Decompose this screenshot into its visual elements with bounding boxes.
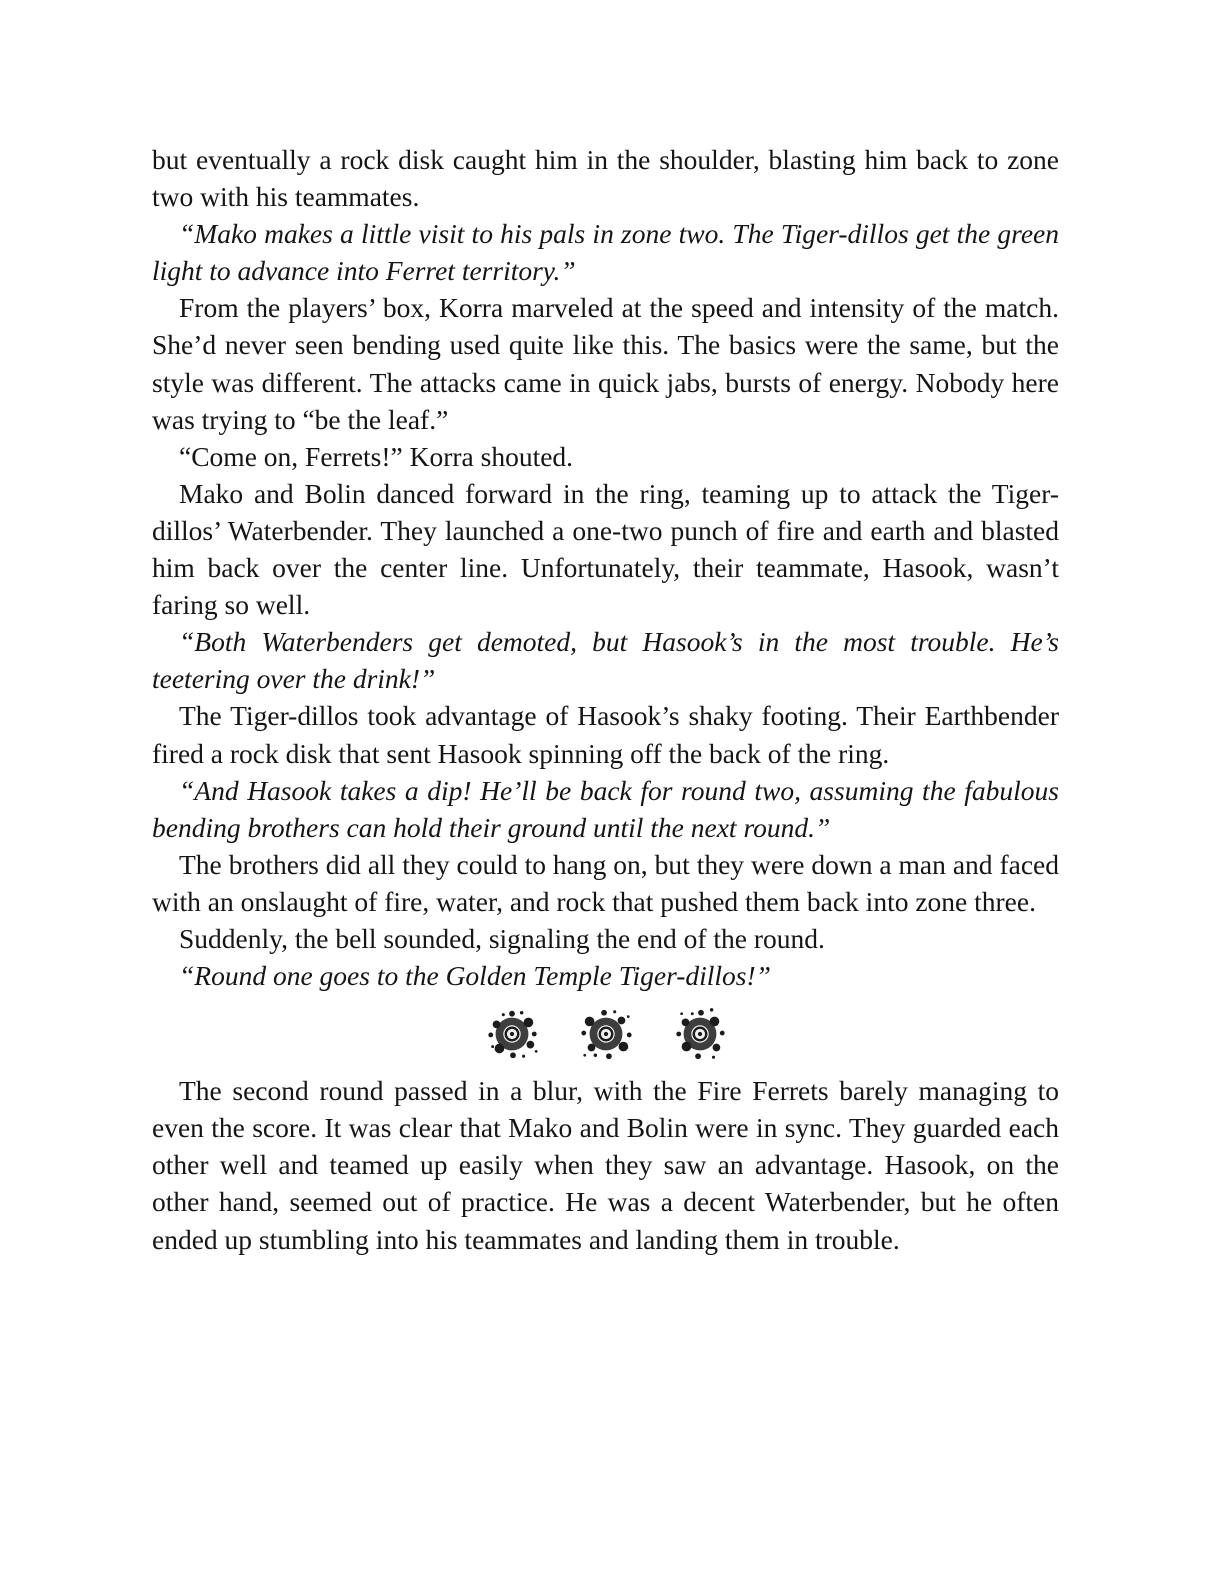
announcer-quote-hasook-dip: “And Hasook takes a dip! He’ll be back for round two, assuming the fabulous bending brothers can hold their ground until the next round.” [152,774,1059,843]
paragraph-brothers-pushed-back: The brothers did all they could to hang on, but they were down a man and faced with an onslaught of fire, water, and rock that pushed them back into zone three. [152,848,1059,917]
paragraph-bell-sounded: Suddenly, the bell sounded, signaling the end of the round. [179,922,825,954]
paragraph-korra-shout: “Come on, Ferrets!” Korra shouted. [179,440,574,472]
splatter-ring-icon [671,1005,729,1063]
splatter-ring-icon [577,1005,635,1063]
book-page-body [152,141,1059,1258]
splatter-ring-icon [483,1005,541,1063]
announcer-quote-mako-zone-two: “Mako makes a little visit to his pals in zone two. The Tiger-dillos get the green light to advance into Ferret territory.” [152,218,1059,287]
announcer-quote-waterbenders-demoted: “Both Waterbenders get demoted, but Hasook’s in the most trouble. He’s teetering over the drink!” [152,626,1059,695]
section-break-ornament [152,996,1059,1072]
announcer-quote-round-one: “Round one goes to the Golden Temple Tiger-dillos!” [179,960,771,992]
paragraph-second-round: The second round passed in a blur, with the Fire Ferrets barely managing to even the score. It was clear that Mako and Bolin were in sync. They guarded each other well and teamed up easily when they saw an advantage. Hasook, on the other hand, seemed out of practice. He was a decent Waterbender, but he often ended up stumbling into his teammates and landing them in trouble. [152,1075,1059,1255]
paragraph-continuation: but eventually a rock disk caught him in the shoulder, blasting him back to zone two with his teammates. [152,144,1059,213]
paragraph-hasook-knocked-off: The Tiger-dillos took advantage of Hasook’s shaky footing. Their Earthbender fired a rock disk that sent Hasook spinning off the back of the ring. [152,700,1059,769]
paragraph-mako-bolin-attack: Mako and Bolin danced forward in the ring, teaming up to attack the Tiger-dillos’ Waterbender. They launched a one-two punch of fire and earth and blasted him back over the center line. Unfortunately, their teammate, Hasook, wasn’t faring so well. [152,477,1059,621]
paragraph-korra-players-box: From the players’ box, Korra marveled at the speed and intensity of the match. She’d never seen bending used quite like this. The basics were the same, but the style was different. The attacks came in quick jabs, bursts of energy. Nobody here was trying to “be the leaf.” [152,292,1059,435]
